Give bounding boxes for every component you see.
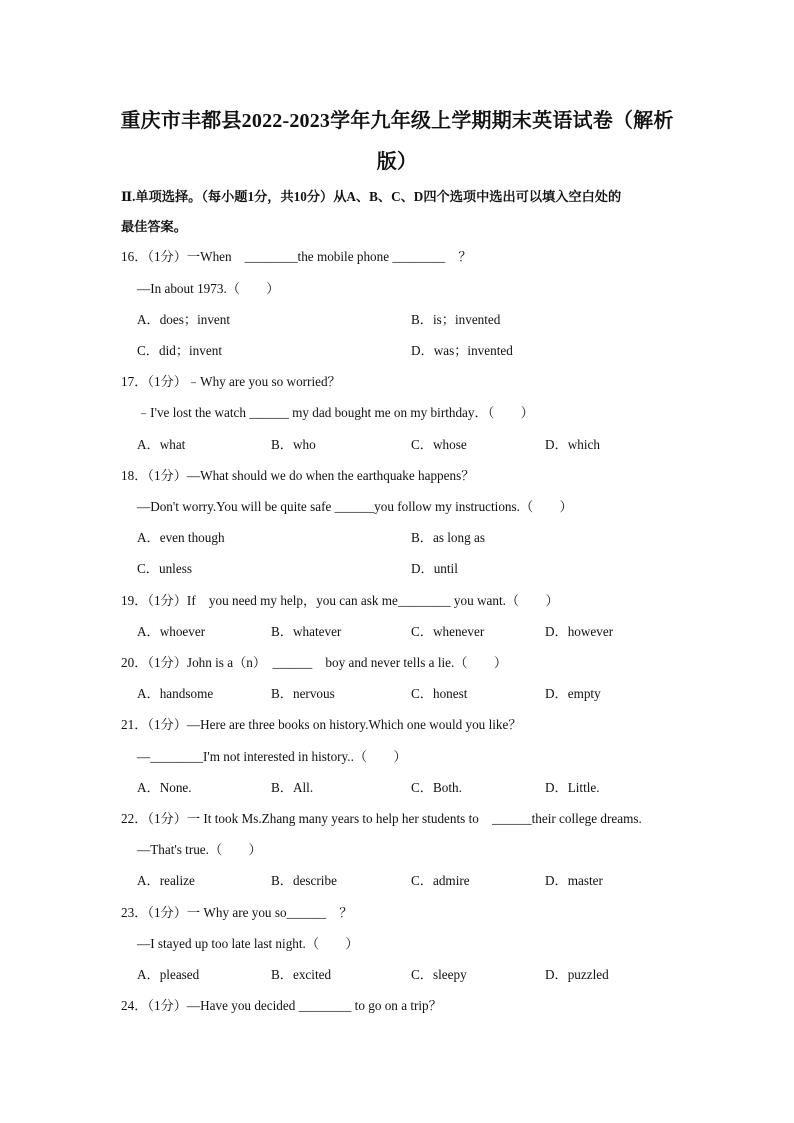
question-21-option-b: B．All. xyxy=(271,780,314,795)
question-19-option-a: A．whoever xyxy=(137,624,206,639)
question-22-option-c: C．admire xyxy=(411,873,470,888)
question-18-option-b: B．as long as xyxy=(411,530,485,545)
question-20-option-b: B．nervous xyxy=(271,686,335,701)
question-20-option-a: A．handsome xyxy=(137,686,214,701)
section-instruction: Ⅱ.单项选择。（每小题1分，共10分）从A、B、C、D四个选项中选出可以填入空白处的 xyxy=(121,189,622,204)
question-19-option-b: B．whatever xyxy=(271,624,342,639)
question-23-option-a: A．pleased xyxy=(137,967,200,982)
question-17-answer-line: ﹣I've lost the watch ______ my dad bought me on my birthday．（ ） xyxy=(137,405,534,420)
question-23-option-b: B．excited xyxy=(271,967,332,982)
question-16-stem: 16．（1分）一When ________the mobile phone ________ ？ xyxy=(121,249,472,264)
question-23-stem: 23．（1分）一 Why are you so______ ？ xyxy=(121,905,353,920)
question-17-option-d: D．which xyxy=(545,437,600,452)
question-23-option-c: C．sleepy xyxy=(411,967,467,982)
question-23-answer-line: —I stayed up too late last night.（ ） xyxy=(137,936,359,951)
question-23-option-d: D．puzzled xyxy=(545,967,609,982)
page-title-continued: 版） xyxy=(376,151,418,173)
question-17-option-b: B．who xyxy=(271,437,316,452)
question-22-option-b: B．describe xyxy=(271,873,337,888)
question-22-answer-line: —That's true.（ ） xyxy=(137,842,262,857)
question-17-option-c: C．whose xyxy=(411,437,467,452)
question-17-stem: 17．（1分）﹣Why are you so worried？ xyxy=(121,374,341,389)
question-19-option-c: C．whenever xyxy=(411,624,485,639)
question-22-option-d: D．master xyxy=(545,873,603,888)
question-19-option-d: D．however xyxy=(545,624,614,639)
question-21-answer-line: —________I'm not interested in history..（ ） xyxy=(137,749,407,764)
question-18-stem: 18．（1分）—What should we do when the earthquake happens？ xyxy=(121,468,475,483)
question-16-option-b: B．is；invented xyxy=(411,312,501,327)
page-title: 重庆市丰都县2022-2023学年九年级上学期期末英语试卷（解析 xyxy=(120,110,674,132)
question-20-option-d: D．empty xyxy=(545,686,601,701)
question-22-option-a: A．realize xyxy=(137,873,195,888)
question-18-option-d: D．until xyxy=(411,561,458,576)
question-16-option-c: C．did；invent xyxy=(137,343,222,358)
question-16-option-d: D．was；invented xyxy=(411,343,513,358)
question-20-option-c: C．honest xyxy=(411,686,468,701)
question-22-stem: 22．（1分）一 It took Ms.Zhang many years to help her students to ______their college dreams. xyxy=(121,811,642,826)
question-21-stem: 21．（1分）—Here are three books on history.Which one would you like？ xyxy=(121,717,522,732)
question-21-option-c: C．Both. xyxy=(411,780,462,795)
question-20-stem: 20．（1分）John is a（n） ______ boy and never tells a lie.（ ） xyxy=(121,655,508,670)
question-17-option-a: A．what xyxy=(137,437,186,452)
question-16-answer-line: —In about 1973.（ ） xyxy=(137,281,280,296)
question-18-option-a: A．even though xyxy=(137,530,225,545)
section-instruction-continued: 最佳答案。 xyxy=(121,219,187,234)
question-21-option-d: D．Little. xyxy=(545,780,600,795)
question-19-stem: 19．（1分）If you need my help，you can ask me________ you want.（ ） xyxy=(121,593,559,608)
question-18-option-c: C．unless xyxy=(137,561,192,576)
question-18-answer-line: —Don't worry.You will be quite safe ______you follow my instructions.（ ） xyxy=(137,499,573,514)
question-21-option-a: A．None. xyxy=(137,780,192,795)
question-24-stem: 24．（1分）—Have you decided ________ to go on a trip？ xyxy=(121,998,442,1013)
question-16-option-a: A．does；invent xyxy=(137,312,231,327)
